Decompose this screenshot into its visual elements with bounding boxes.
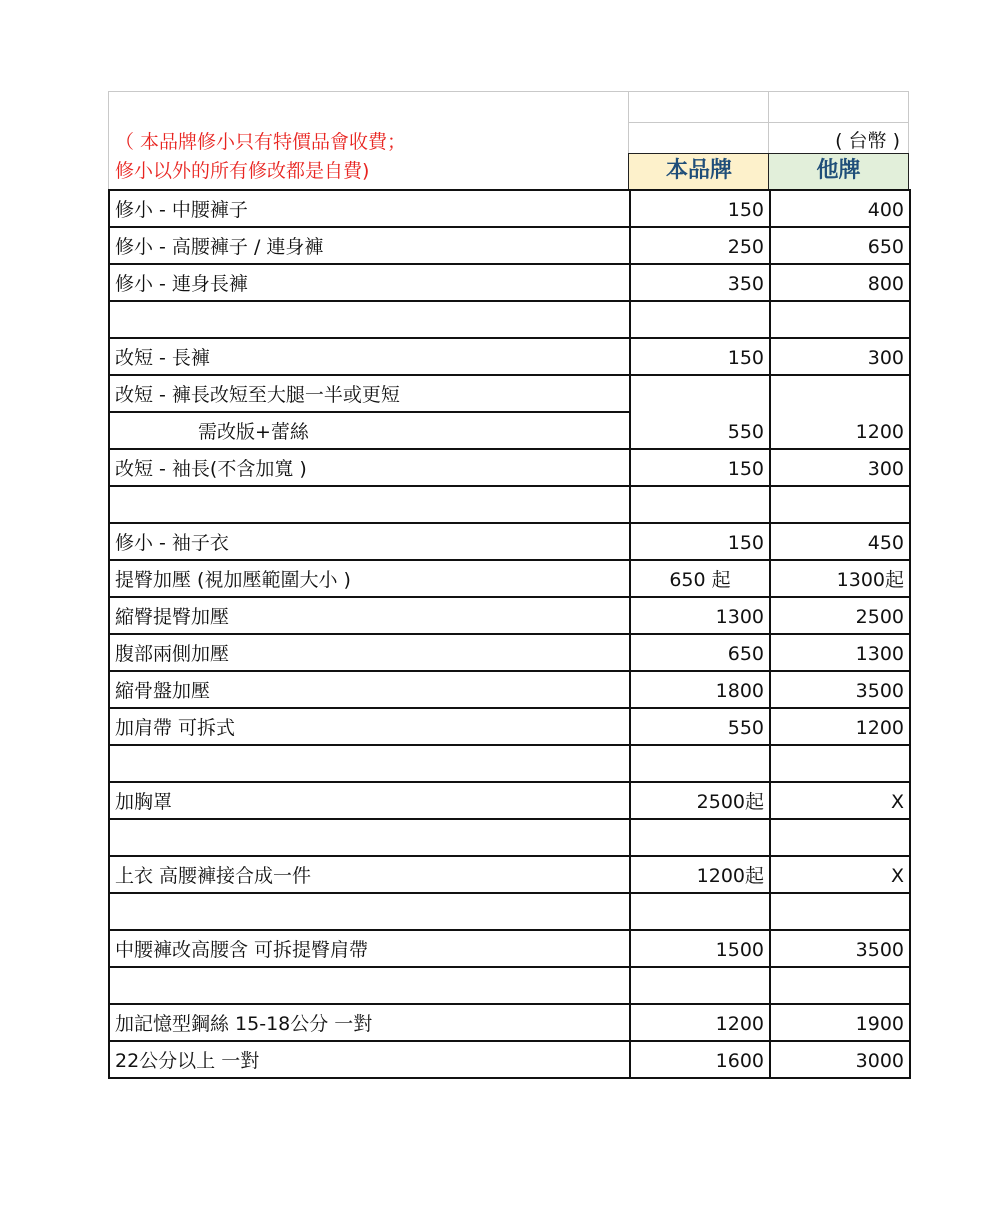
item-cell: [109, 967, 630, 1004]
empty-header-cell: [628, 122, 768, 153]
other-price-cell: 450: [770, 523, 910, 560]
price-table: [108, 189, 911, 1079]
own-price-cell: 150: [630, 523, 770, 560]
item-cell: [109, 819, 630, 856]
other-price-cell: 1200: [770, 708, 910, 745]
own-price-cell: 1600: [630, 1041, 770, 1078]
own-price-cell: 1200: [630, 1004, 770, 1041]
table-row: [109, 560, 910, 597]
own-price-cell: [630, 967, 770, 1004]
own-price-cell: [630, 745, 770, 782]
other-price-cell: 400: [770, 190, 910, 227]
item-cell: 上衣 高腰褲接合成一件: [109, 856, 630, 893]
other-price-cell: 1300: [770, 634, 910, 671]
table-row: [109, 856, 910, 893]
item-cell: 修小 - 高腰褲子 / 連身褲: [109, 227, 630, 264]
table-row: [109, 634, 910, 671]
empty-row: [109, 745, 910, 782]
own-price-cell: 1800: [630, 671, 770, 708]
empty-row: [109, 893, 910, 930]
table-row: [109, 190, 910, 227]
other-price-cell: 2500: [770, 597, 910, 634]
own-price-cell: [630, 893, 770, 930]
currency-label: ( 台幣 ): [835, 130, 900, 152]
own-price-cell: [630, 486, 770, 523]
other-price-cell: 3500: [770, 671, 910, 708]
own-price-cell: 250: [630, 227, 770, 264]
other-brand-column-header: 他牌: [768, 153, 909, 189]
item-cell: 加肩帶 可拆式: [109, 708, 630, 745]
item-cell: 修小 - 袖子衣: [109, 523, 630, 560]
own-price-cell: 650 起: [630, 560, 770, 597]
item-cell: 中腰褲改高腰含 可拆提臀肩帶: [109, 930, 630, 967]
other-price-cell: [770, 745, 910, 782]
own-price-cell: 350: [630, 264, 770, 301]
other-price-cell: [770, 893, 910, 930]
own-price-cell: 150: [630, 449, 770, 486]
item-cell: 22公分以上 一對: [109, 1041, 630, 1078]
item-cell: [109, 893, 630, 930]
other-price-cell: 650: [770, 227, 910, 264]
other-price-cell: 1200: [770, 375, 910, 449]
item-cell: 改短 - 褲長改短至大腿一半或更短: [109, 375, 630, 412]
table-row: [109, 708, 910, 745]
fee-note-line-1: （ 本品牌修小只有特價品會收費；: [115, 131, 407, 153]
empty-header-cell: [768, 91, 909, 122]
other-price-cell: 3500: [770, 930, 910, 967]
table-row: [109, 375, 910, 412]
other-price-cell: 300: [770, 338, 910, 375]
own-price-cell: 550: [630, 375, 770, 449]
other-price-cell: X: [770, 782, 910, 819]
other-price-cell: [770, 819, 910, 856]
other-price-cell: 1900: [770, 1004, 910, 1041]
own-price-cell: [630, 819, 770, 856]
other-price-cell: [770, 301, 910, 338]
item-cell: [109, 301, 630, 338]
own-price-cell: 1300: [630, 597, 770, 634]
own-price-cell: [630, 301, 770, 338]
item-cell: 加胸罩: [109, 782, 630, 819]
item-cell: 修小 - 連身長褲: [109, 264, 630, 301]
table-row: [109, 227, 910, 264]
other-price-cell: 800: [770, 264, 910, 301]
other-price-cell: 3000: [770, 1041, 910, 1078]
own-price-cell: 150: [630, 190, 770, 227]
other-price-cell: 1300起: [770, 560, 910, 597]
item-subline-cell: 需改版+蕾絲: [109, 412, 630, 449]
item-cell: [109, 486, 630, 523]
own-price-cell: 150: [630, 338, 770, 375]
table-row: [109, 338, 910, 375]
own-price-cell: 650: [630, 634, 770, 671]
empty-header-cell: [628, 91, 768, 122]
own-price-cell: 1200起: [630, 856, 770, 893]
own-price-cell: 550: [630, 708, 770, 745]
own-price-cell: 2500起: [630, 782, 770, 819]
item-cell: 改短 - 袖長(不含加寬 ): [109, 449, 630, 486]
item-cell: [109, 745, 630, 782]
empty-row: [109, 819, 910, 856]
item-cell: 腹部兩側加壓: [109, 634, 630, 671]
item-cell: 縮骨盤加壓: [109, 671, 630, 708]
item-cell: 修小 - 中腰褲子: [109, 190, 630, 227]
item-cell: 提臀加壓 (視加壓範圍大小 ): [109, 560, 630, 597]
table-row: [109, 1004, 910, 1041]
other-price-cell: [770, 967, 910, 1004]
table-row: [109, 671, 910, 708]
other-price-cell: 300: [770, 449, 910, 486]
table-row: [109, 523, 910, 560]
item-cell: 加記憶型鋼絲 15-18公分 一對: [109, 1004, 630, 1041]
own-price-cell: 1500: [630, 930, 770, 967]
own-brand-column-header: 本品牌: [628, 153, 769, 189]
price-sheet: [108, 91, 909, 1079]
empty-row: [109, 301, 910, 338]
item-cell: 縮臀提臀加壓: [109, 597, 630, 634]
other-price-cell: [770, 486, 910, 523]
table-row: [109, 930, 910, 967]
item-cell: 改短 - 長褲: [109, 338, 630, 375]
currency-cell: [768, 122, 909, 153]
sheet-header: [108, 91, 909, 189]
table-row: [109, 782, 910, 819]
empty-row: [109, 967, 910, 1004]
fee-note-line-2: 修小以外的所有修改都是自費): [115, 160, 370, 182]
table-row: [109, 597, 910, 634]
table-row: [109, 264, 910, 301]
header-note-cell: [108, 91, 629, 189]
table-row: [109, 449, 910, 486]
other-price-cell: X: [770, 856, 910, 893]
empty-row: [109, 486, 910, 523]
table-row: [109, 1041, 910, 1078]
